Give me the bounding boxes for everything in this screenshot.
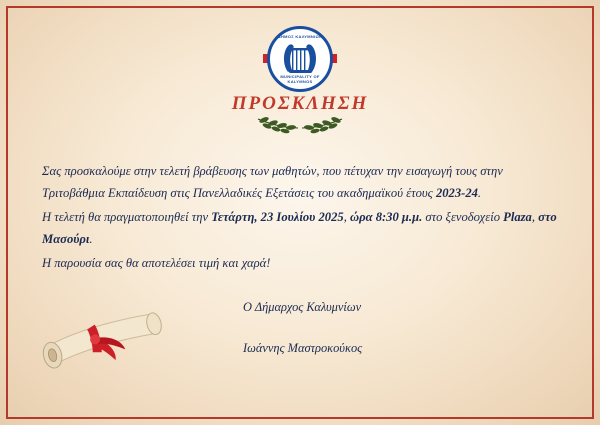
body-text-run: . <box>477 186 482 201</box>
emphasis-text: Plaza <box>503 210 532 225</box>
logo-ring-text-bottom: MUNICIPALITY OF KALYMNOS <box>280 74 320 84</box>
body-text-run: , <box>343 210 350 225</box>
body-text-run: Σας προσκαλούμε στην τελετή βράβευσης των μαθητών, που πέτυχαν την εισαγωγή τους στην Τριτοβάθμια Εκπαίδευση στις Πανελλαδικές Εξετάσεις του ακαδημαϊκού έτους <box>42 164 503 201</box>
logo-circle <box>267 26 333 92</box>
signature-block <box>243 300 362 356</box>
lyre-icon <box>280 42 320 76</box>
invitation-body <box>42 160 560 276</box>
emphasis-text: ώρα 8:30 μ.μ. <box>349 210 423 225</box>
paragraph-2 <box>42 206 560 250</box>
emphasis-text: Τετάρτη, 23 Ιουλίου 2025 <box>211 210 344 225</box>
paragraph-1 <box>42 160 560 204</box>
diploma-illustration <box>30 296 180 380</box>
body-text-run: . <box>89 232 93 247</box>
body-text-run: Η παρουσία σας θα αποτελέσει τιμή και χαρά! <box>42 256 271 271</box>
page-title: ΠΡΟΣΚΛΗΣΗ <box>231 93 369 114</box>
municipality-logo <box>267 26 333 92</box>
logo-ring-text-top: ΔΗΜΟΣ ΚΑΛΥΜΝΙΩΝ <box>277 34 323 39</box>
body-text-run: , <box>531 210 539 225</box>
body-text-run: Η τελετή θα πραγματοποιηθεί την <box>42 210 212 225</box>
signature-name: Ιωάννης Μαστροκούκος <box>243 341 363 355</box>
emphasis-text: στο Μασούρι <box>42 210 557 247</box>
signature-role: Ο Δήμαρχος Καλυμνίων <box>243 300 362 314</box>
laurel-divider-icon <box>242 115 358 141</box>
body-text-run: στο ξενοδοχείο <box>422 210 504 225</box>
emphasis-text: 2023-24 <box>435 186 478 201</box>
paragraph-3 <box>42 252 560 274</box>
